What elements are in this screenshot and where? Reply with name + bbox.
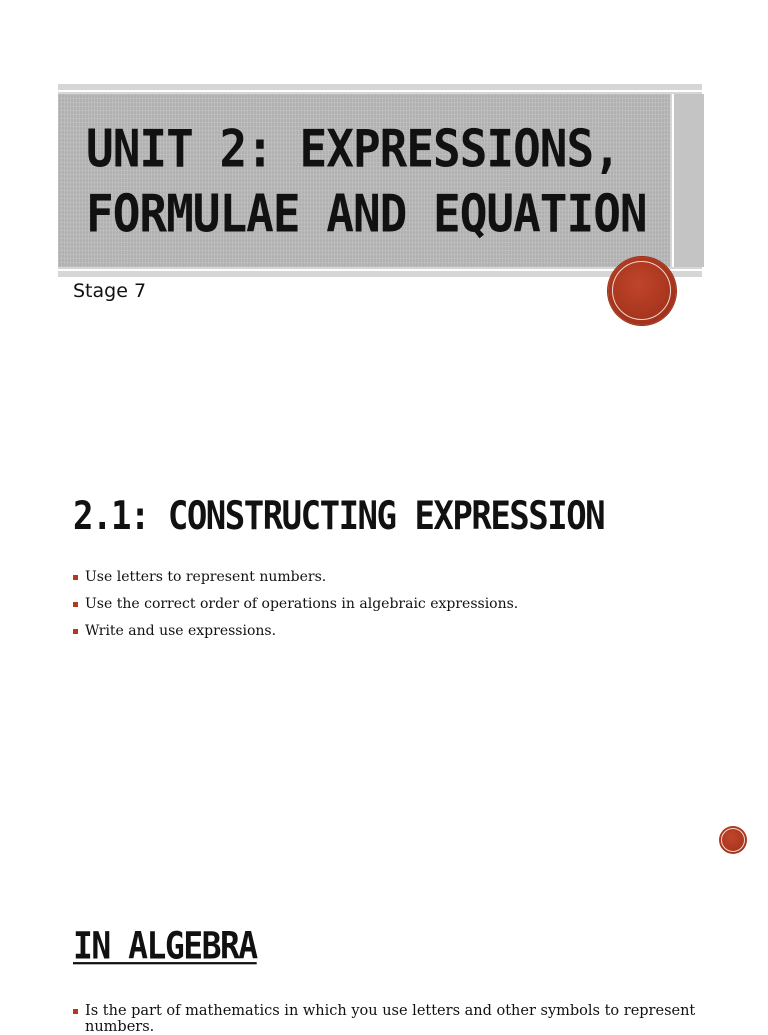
- section-heading-in-algebra: IN ALGEBRA: [73, 924, 257, 968]
- section-heading-constructing-expression: 2.1: CONSTRUCTING EXPRESSION: [73, 493, 605, 540]
- slide-subtitle: Stage 7: [73, 280, 147, 302]
- slide-title-line-1: UNIT 2: EXPRESSIONS,: [86, 118, 620, 179]
- algebra-definition-list: [73, 1003, 733, 1035]
- banner-texture: [58, 94, 670, 267]
- list-item: Use the correct order of operations in algebraic expressions.: [73, 596, 518, 623]
- slide-title-line-2: FORMULAE AND EQUATION: [86, 183, 647, 244]
- accent-circle-icon: [608, 257, 676, 325]
- list-item: Write and use expressions.: [73, 623, 518, 650]
- banner-side-panel: [672, 94, 704, 267]
- title-banner: [58, 84, 702, 277]
- list-item: Is the part of mathematics in which you use letters and other symbols to represent numbers.: [73, 1003, 733, 1035]
- list-item: Use letters to represent numbers.: [73, 569, 518, 596]
- objectives-list: [73, 569, 518, 650]
- slide-title: [86, 116, 666, 246]
- banner-top-rule: [58, 90, 702, 92]
- banner-bottom-rule: [58, 269, 702, 271]
- accent-circle-small-icon: [719, 826, 747, 854]
